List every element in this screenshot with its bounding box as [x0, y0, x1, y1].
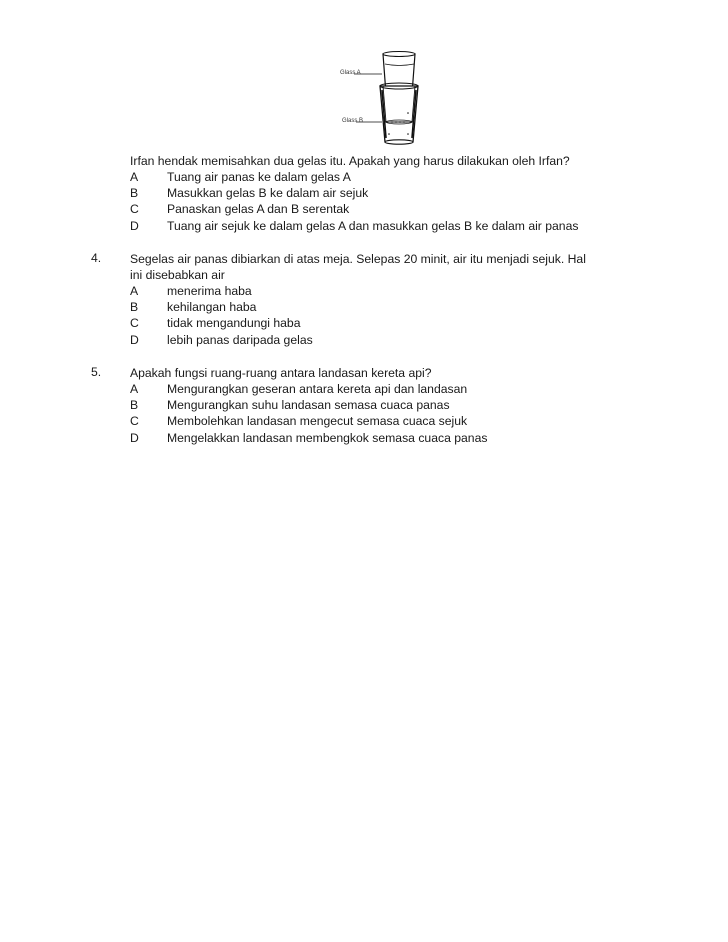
option-letter: B: [130, 186, 139, 201]
option-d[interactable]: [130, 332, 691, 348]
option-text: menerima haba: [167, 284, 252, 298]
option-d[interactable]: [130, 218, 691, 234]
option-a[interactable]: [130, 169, 691, 185]
option-letter: D: [130, 218, 139, 233]
option-letter: C: [130, 414, 139, 429]
option-text: Panaskan gelas A dan B serentak: [167, 202, 350, 217]
option-a[interactable]: [130, 381, 691, 397]
option-text: Membolehkan landasan mengecut semasa cuaca sejuk: [167, 414, 468, 429]
question-number: 5.: [91, 365, 102, 379]
option-c[interactable]: [130, 413, 691, 429]
option-b[interactable]: [130, 299, 691, 315]
option-letter: D: [130, 430, 139, 445]
question-stem: Irfan hendak memisahkan dua gelas itu. Apakah yang harus dilakukan oleh Irfan?: [130, 154, 570, 168]
glass-a-label: Glass A: [340, 70, 361, 76]
question-3: [91, 153, 691, 234]
options-list: [130, 381, 691, 446]
stacked-glasses-illustration: [334, 50, 444, 148]
question-stem: Apakah fungsi ruang-ruang antara landasan kereta api?: [130, 366, 432, 380]
option-letter: C: [130, 316, 139, 331]
question-number: 4.: [91, 251, 102, 265]
option-letter: A: [130, 382, 139, 396]
option-text: Tuang air sejuk ke dalam gelas A dan masukkan gelas B ke dalam air panas: [167, 218, 579, 233]
option-text: Mengelakkan landasan membengkok semasa cuaca panas: [167, 430, 488, 445]
option-a[interactable]: [130, 283, 691, 299]
option-c[interactable]: [130, 201, 691, 217]
option-letter: D: [130, 332, 139, 347]
stacked-glasses-figure: [334, 50, 444, 148]
options-list: [130, 169, 691, 234]
option-text: tidak mengandungi haba: [167, 316, 301, 331]
option-c[interactable]: [130, 315, 691, 331]
option-text: lebih panas daripada gelas: [167, 332, 313, 347]
option-text: Tuang air panas ke dalam gelas A: [167, 170, 351, 184]
option-d[interactable]: [130, 430, 691, 446]
glass-b-label: Glass B: [342, 118, 364, 124]
question-stem: Segelas air panas dibiarkan di atas meja. Selepas 20 minit, air itu menjadi sejuk. Hal ini disebabkan air: [130, 252, 586, 282]
option-b[interactable]: [130, 397, 691, 413]
option-text: Mengurangkan suhu landasan semasa cuaca panas: [167, 398, 450, 413]
question-4: [91, 251, 691, 348]
option-letter: C: [130, 202, 139, 217]
option-letter: B: [130, 398, 139, 413]
option-letter: A: [130, 170, 139, 184]
question-5: [91, 365, 691, 446]
option-text: Mengurangkan geseran antara kereta api dan landasan: [167, 382, 468, 396]
option-b[interactable]: [130, 185, 691, 201]
options-list: [130, 283, 691, 348]
option-text: kehilangan haba: [167, 300, 257, 315]
option-letter: A: [130, 284, 139, 298]
option-text: Masukkan gelas B ke dalam air sejuk: [167, 186, 369, 201]
option-letter: B: [130, 300, 139, 315]
